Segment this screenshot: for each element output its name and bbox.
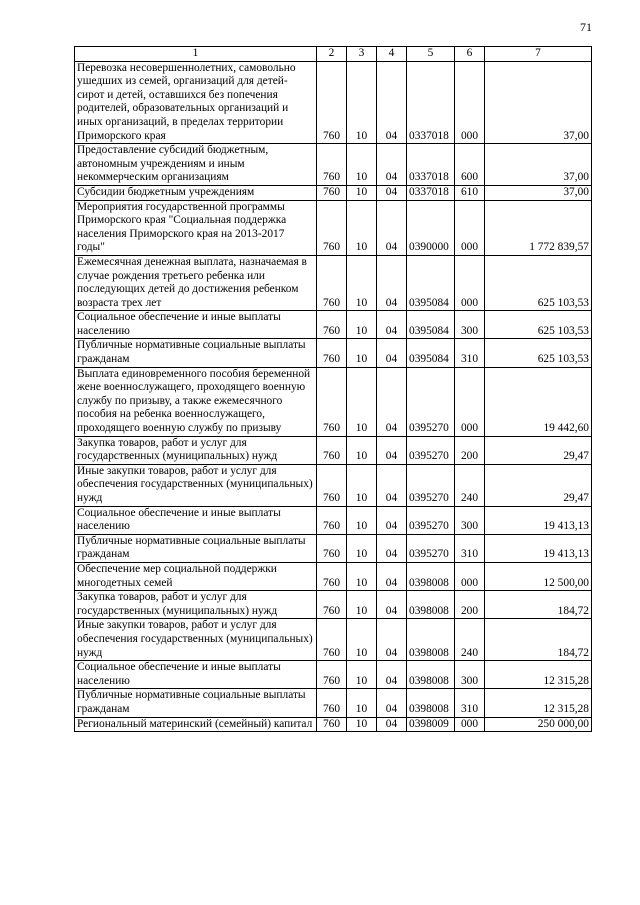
target-article-cell: 0395084 [407, 339, 455, 367]
subsection-cell: 04 [377, 591, 407, 619]
section-cell: 10 [347, 562, 377, 590]
table-row [75, 436, 592, 464]
rzpr-code-cell: 760 [317, 562, 347, 590]
table-row [75, 464, 592, 506]
amount-cell: 12 315,28 [485, 661, 592, 689]
amount-cell: 184,72 [485, 619, 592, 661]
section-cell: 10 [347, 367, 377, 436]
rzpr-code-cell: 760 [317, 506, 347, 534]
table-row [75, 200, 592, 255]
section-cell: 10 [347, 200, 377, 255]
amount-cell: 29,47 [485, 464, 592, 506]
target-article-cell: 0337018 [407, 61, 455, 144]
table-row [75, 255, 592, 310]
row-name-cell: Социальное обеспечение и иные выплаты населению [75, 661, 317, 689]
target-article-cell: 0337018 [407, 185, 455, 200]
expense-type-cell: 200 [455, 436, 485, 464]
section-cell: 10 [347, 506, 377, 534]
table-row [75, 506, 592, 534]
section-cell: 10 [347, 534, 377, 562]
header-cell-5: 5 [407, 47, 455, 62]
amount-cell: 37,00 [485, 185, 592, 200]
row-name-cell: Выплата единовременного пособия беременной жене военнослужащего, проходящего военную службу по призыву, а также ежемесячного пособия на ребенка военнослужащего, проходящего военную службу по призыву [75, 367, 317, 436]
subsection-cell: 04 [377, 255, 407, 310]
amount-cell: 19 413,13 [485, 506, 592, 534]
section-cell: 10 [347, 464, 377, 506]
target-article-cell: 0395270 [407, 436, 455, 464]
rzpr-code-cell: 760 [317, 200, 347, 255]
header-cell-2: 2 [317, 47, 347, 62]
target-article-cell: 0395270 [407, 534, 455, 562]
section-cell: 10 [347, 619, 377, 661]
subsection-cell: 04 [377, 436, 407, 464]
rzpr-code-cell: 760 [317, 255, 347, 310]
expense-type-cell: 300 [455, 311, 485, 339]
amount-cell: 12 315,28 [485, 689, 592, 717]
table-row [75, 562, 592, 590]
section-cell: 10 [347, 339, 377, 367]
expense-type-cell: 000 [455, 562, 485, 590]
target-article-cell: 0398009 [407, 717, 455, 732]
row-name-cell: Закупка товаров, работ и услуг для государственных (муниципальных) нужд [75, 436, 317, 464]
subsection-cell: 04 [377, 661, 407, 689]
rzpr-code-cell: 760 [317, 464, 347, 506]
row-name-cell: Иные закупки товаров, работ и услуг для обеспечения государственных (муниципальных) нужд [75, 619, 317, 661]
amount-cell: 37,00 [485, 144, 592, 186]
subsection-cell: 04 [377, 464, 407, 506]
table-row [75, 534, 592, 562]
target-article-cell: 0398008 [407, 661, 455, 689]
rzpr-code-cell: 760 [317, 717, 347, 732]
header-cell-1: 1 [75, 47, 317, 62]
table-header-row [75, 47, 592, 62]
table-row [75, 661, 592, 689]
header-cell-3: 3 [347, 47, 377, 62]
target-article-cell: 0395084 [407, 311, 455, 339]
amount-cell: 37,00 [485, 61, 592, 144]
rzpr-code-cell: 760 [317, 367, 347, 436]
rzpr-code-cell: 760 [317, 61, 347, 144]
expense-type-cell: 310 [455, 534, 485, 562]
subsection-cell: 04 [377, 200, 407, 255]
target-article-cell: 0395270 [407, 506, 455, 534]
amount-cell: 29,47 [485, 436, 592, 464]
row-name-cell: Перевозка несовершеннолетних, самовольно ушедших из семей, организаций для детей-сирот и детей, оставшихся без попечения родителей, образовательных организаций и иных организаций, в пределах территории Приморского края [75, 61, 317, 144]
target-article-cell: 0398008 [407, 562, 455, 590]
expense-type-cell: 240 [455, 619, 485, 661]
table-row [75, 185, 592, 200]
expense-type-cell: 000 [455, 367, 485, 436]
subsection-cell: 04 [377, 367, 407, 436]
subsection-cell: 04 [377, 61, 407, 144]
section-cell: 10 [347, 661, 377, 689]
row-name-cell: Субсидии бюджетным учреждениям [75, 185, 317, 200]
expense-type-cell: 000 [455, 200, 485, 255]
table-row [75, 61, 592, 144]
row-name-cell: Предоставление субсидий бюджетным, автономным учреждениям и иным некоммерческим организациям [75, 144, 317, 186]
expense-type-cell: 600 [455, 144, 485, 186]
section-cell: 10 [347, 185, 377, 200]
rzpr-code-cell: 760 [317, 619, 347, 661]
row-name-cell: Ежемесячная денежная выплата, назначаемая в случае рождения третьего ребенка или последующих детей до достижения ребенком возраста трех лет [75, 255, 317, 310]
amount-cell: 184,72 [485, 591, 592, 619]
amount-cell: 19 413,13 [485, 534, 592, 562]
subsection-cell: 04 [377, 689, 407, 717]
table-row [75, 339, 592, 367]
row-name-cell: Социальное обеспечение и иные выплаты населению [75, 311, 317, 339]
table-row [75, 689, 592, 717]
target-article-cell: 0398008 [407, 689, 455, 717]
expense-type-cell: 240 [455, 464, 485, 506]
row-name-cell: Закупка товаров, работ и услуг для государственных (муниципальных) нужд [75, 591, 317, 619]
section-cell: 10 [347, 436, 377, 464]
rzpr-code-cell: 760 [317, 661, 347, 689]
header-cell-7: 7 [485, 47, 592, 62]
row-name-cell: Социальное обеспечение и иные выплаты населению [75, 506, 317, 534]
expense-type-cell: 000 [455, 255, 485, 310]
table-row [75, 367, 592, 436]
subsection-cell: 04 [377, 185, 407, 200]
target-article-cell: 0390000 [407, 200, 455, 255]
amount-cell: 625 103,53 [485, 311, 592, 339]
expense-type-cell: 310 [455, 689, 485, 717]
row-name-cell: Публичные нормативные социальные выплаты гражданам [75, 689, 317, 717]
table-row [75, 717, 592, 732]
rzpr-code-cell: 760 [317, 311, 347, 339]
row-name-cell: Публичные нормативные социальные выплаты гражданам [75, 339, 317, 367]
rzpr-code-cell: 760 [317, 339, 347, 367]
subsection-cell: 04 [377, 339, 407, 367]
subsection-cell: 04 [377, 717, 407, 732]
row-name-cell: Публичные нормативные социальные выплаты гражданам [75, 534, 317, 562]
target-article-cell: 0398008 [407, 619, 455, 661]
amount-cell: 250 000,00 [485, 717, 592, 732]
subsection-cell: 04 [377, 534, 407, 562]
amount-cell: 12 500,00 [485, 562, 592, 590]
amount-cell: 1 772 839,57 [485, 200, 592, 255]
header-cell-4: 4 [377, 47, 407, 62]
row-name-cell: Региональный материнский (семейный) капитал [75, 717, 317, 732]
row-name-cell: Обеспечение мер социальной поддержки многодетных семей [75, 562, 317, 590]
section-cell: 10 [347, 591, 377, 619]
subsection-cell: 04 [377, 506, 407, 534]
target-article-cell: 0337018 [407, 144, 455, 186]
rzpr-code-cell: 760 [317, 689, 347, 717]
expense-type-cell: 200 [455, 591, 485, 619]
section-cell: 10 [347, 144, 377, 186]
table-row [75, 311, 592, 339]
expense-type-cell: 300 [455, 661, 485, 689]
header-cell-6: 6 [455, 47, 485, 62]
rzpr-code-cell: 760 [317, 591, 347, 619]
table-row [75, 144, 592, 186]
amount-cell: 625 103,53 [485, 339, 592, 367]
rzpr-code-cell: 760 [317, 144, 347, 186]
section-cell: 10 [347, 311, 377, 339]
section-cell: 10 [347, 255, 377, 310]
table-row [75, 619, 592, 661]
subsection-cell: 04 [377, 144, 407, 186]
target-article-cell: 0395270 [407, 367, 455, 436]
table-row [75, 591, 592, 619]
target-article-cell: 0398008 [407, 591, 455, 619]
page-number: 71 [580, 20, 592, 34]
subsection-cell: 04 [377, 619, 407, 661]
subsection-cell: 04 [377, 562, 407, 590]
expense-type-cell: 310 [455, 339, 485, 367]
row-name-cell: Мероприятия государственной программы Приморского края "Социальная поддержка населения Приморского края на 2013-2017 годы" [75, 200, 317, 255]
section-cell: 10 [347, 717, 377, 732]
amount-cell: 625 103,53 [485, 255, 592, 310]
target-article-cell: 0395270 [407, 464, 455, 506]
expense-type-cell: 300 [455, 506, 485, 534]
rzpr-code-cell: 760 [317, 436, 347, 464]
budget-table [74, 46, 592, 732]
row-name-cell: Иные закупки товаров, работ и услуг для обеспечения государственных (муниципальных) нужд [75, 464, 317, 506]
amount-cell: 19 442,60 [485, 367, 592, 436]
section-cell: 10 [347, 689, 377, 717]
subsection-cell: 04 [377, 311, 407, 339]
target-article-cell: 0395084 [407, 255, 455, 310]
rzpr-code-cell: 760 [317, 534, 347, 562]
rzpr-code-cell: 760 [317, 185, 347, 200]
expense-type-cell: 000 [455, 61, 485, 144]
section-cell: 10 [347, 61, 377, 144]
expense-type-cell: 000 [455, 717, 485, 732]
expense-type-cell: 610 [455, 185, 485, 200]
